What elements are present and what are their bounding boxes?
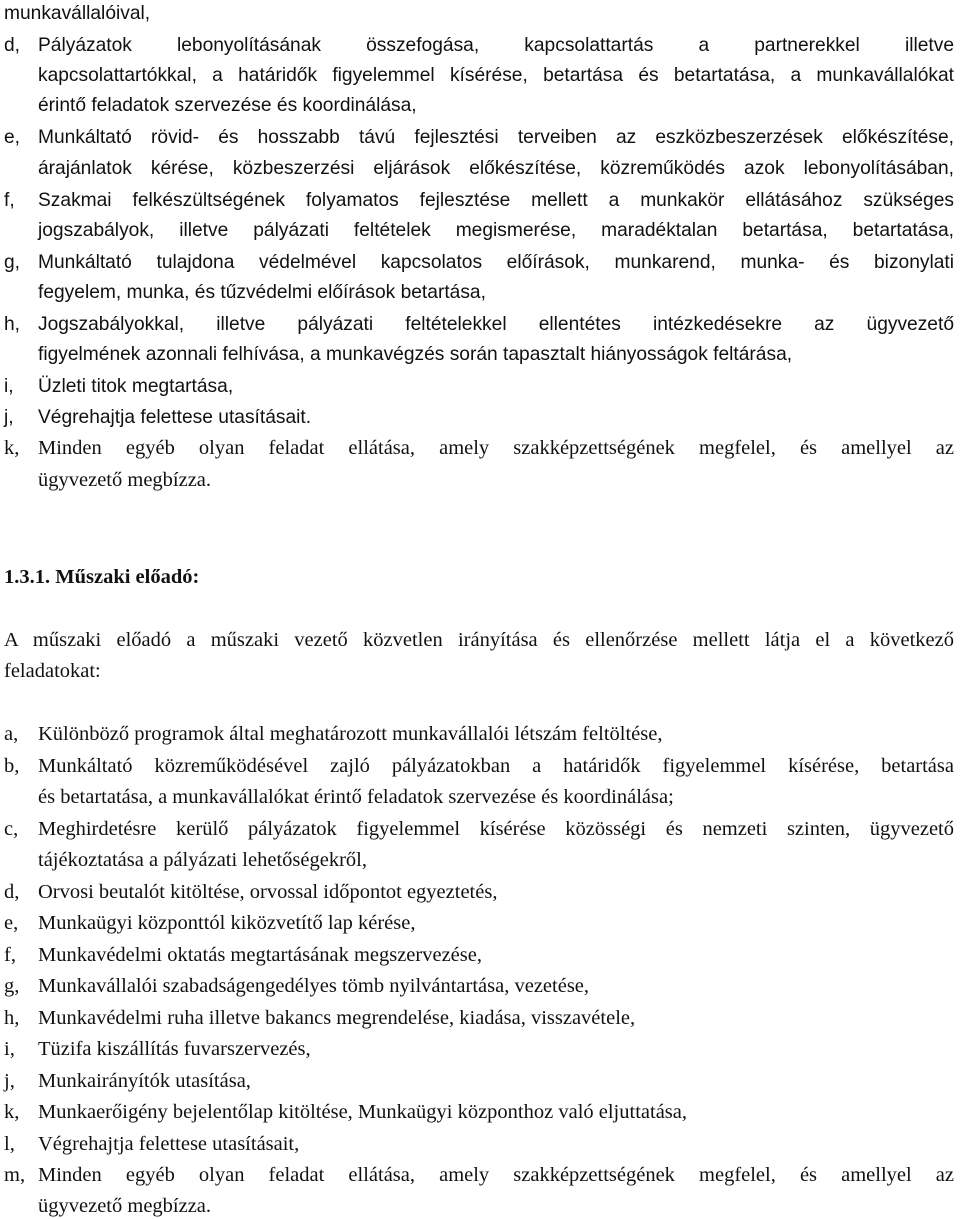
section-heading xyxy=(0,557,960,589)
list-marker: j, xyxy=(4,1070,15,1092)
list-item-text: és betartatása, a munkavállalókat érintő feladatok szervezése és koordinálása; xyxy=(38,786,674,808)
list-item-text: árajánlatok kérése, közbeszerzési eljárások előkészítése, közreműködés azok lebonyolításában, xyxy=(38,158,954,179)
list-item-text: Minden egyéb olyan feladat ellátása, amely szakképzettségének megfelel, és amellyel az xyxy=(38,437,954,459)
list-item-continuation xyxy=(0,777,960,809)
list-item-continuation xyxy=(0,334,960,366)
list-item-text: Orvosi beutalót kitöltése, orvossal időpontot egyeztetés, xyxy=(38,881,498,903)
list-marker: g, xyxy=(4,252,21,273)
list-item xyxy=(0,428,960,460)
list-item xyxy=(0,935,960,967)
list-item xyxy=(0,397,960,429)
list-item xyxy=(0,998,960,1030)
list-item-text: Szakmai felkészültségének folyamatos fejlesztése mellett a munkakör ellátásához szükséges xyxy=(38,190,954,211)
list-item-text: Különböző programok által meghatározott munkavállalói létszám feltöltése, xyxy=(38,723,663,745)
list-marker: b, xyxy=(4,755,20,777)
list-item xyxy=(0,746,960,778)
list-item-text: érintő feladatok szervezése és koordinálása, xyxy=(38,95,417,116)
list-marker: f, xyxy=(4,944,16,966)
list-marker: a, xyxy=(4,723,19,745)
list-marker: c, xyxy=(4,818,19,840)
list-item xyxy=(0,903,960,935)
list-marker: i, xyxy=(4,376,14,397)
list-item xyxy=(0,809,960,841)
list-item-continuation xyxy=(0,85,960,117)
list-item-text: Pályázatok lebonyolításának összefogása, kapcsolattartás a partnerekkel illetve xyxy=(38,35,954,56)
list-item-continuation xyxy=(0,272,960,304)
list-item-text: Munkaerőigény bejelentőlap kitöltése, Munkaügyi központhoz való eljuttatása, xyxy=(38,1101,687,1123)
list-marker: f, xyxy=(4,190,15,211)
list-item-continuation xyxy=(0,148,960,180)
list-marker: e, xyxy=(4,127,21,148)
list-item xyxy=(0,1029,960,1061)
list-item xyxy=(0,1092,960,1124)
list-item-text: figyelmének azonnali felhívása, a munkavégzés során tapasztalt hiányosságok feltárása, xyxy=(38,344,793,365)
list-item xyxy=(0,242,960,274)
list-item xyxy=(0,117,960,149)
heading-number: 1.3.1. xyxy=(4,566,51,588)
intro-text: feladatokat: xyxy=(4,660,101,682)
intro-tail-line xyxy=(0,0,960,25)
list-item-text: Üzleti titok megtartása, xyxy=(38,376,234,397)
list-item-text: Végrehajtja felettese utasításait. xyxy=(38,407,312,428)
list-marker: h, xyxy=(4,314,21,335)
list-marker: k, xyxy=(4,1101,20,1123)
list-item-continuation xyxy=(0,460,960,492)
list-item xyxy=(0,25,960,57)
intro-paragraph-line xyxy=(0,651,960,683)
list-item-continuation xyxy=(0,55,960,87)
list-marker: d, xyxy=(4,35,21,56)
list-marker: m, xyxy=(4,1164,26,1186)
intro-tail: munkavállalóival, xyxy=(4,3,151,24)
list-item-text: Munkairányítók utasítása, xyxy=(38,1070,251,1092)
list-item-text: Munkáltató tulajdona védelmével kapcsolatos előírások, munkarend, munka- és bizonylati xyxy=(38,252,954,273)
list-item-text: Munkáltató közreműködésével zajló pályázatokban a határidők figyelemmel kísérése, betartása xyxy=(38,755,954,777)
list-item-text: Munkavédelmi oktatás megtartásának megszervezése, xyxy=(38,944,482,966)
list-item-text: ügyvezető megbízza. xyxy=(38,469,212,491)
list-item-text: Munkavállalói szabadságengedélyes tömb nyilvántartása, vezetése, xyxy=(38,975,590,997)
list-item-text: Munkáltató rövid- és hosszabb távú fejlesztési terveiben az eszközbeszerzések előkészítése, xyxy=(38,127,954,148)
heading-title: Műszaki előadó: xyxy=(55,566,200,588)
list-item xyxy=(0,1061,960,1093)
list-item xyxy=(0,872,960,904)
list-marker: d, xyxy=(4,881,20,903)
list-item-text: Munkaügyi központtól kiközvetítő lap kérése, xyxy=(38,912,416,934)
list-marker: h, xyxy=(4,1007,20,1029)
intro-paragraph-line xyxy=(0,620,960,652)
list-item-text: Minden egyéb olyan feladat ellátása, amely szakképzettségének megfelel, és amellyel az xyxy=(38,1164,954,1186)
list-item xyxy=(0,966,960,998)
intro-text: A műszaki előadó a műszaki vezető közvetlen irányítása és ellenőrzése mellett látja el a következő xyxy=(4,629,954,651)
list-item-text: jogszabályok, illetve pályázati feltételek megismerése, maradéktalan betartása, betartatása, xyxy=(38,220,954,241)
list-item-continuation xyxy=(0,1186,960,1218)
list-item-text: kapcsolattartókkal, a határidők figyelemmel kísérése, betartása és betartatása, a munkavállalókat xyxy=(38,65,954,86)
list-item-text: Jogszabályokkal, illetve pályázati feltételekkel ellentétes intézkedésekre az ügyvezető xyxy=(38,314,954,335)
list-item-continuation xyxy=(0,840,960,872)
list-item-text: ügyvezető megbízza. xyxy=(38,1195,212,1217)
list-marker: g, xyxy=(4,975,20,997)
list-item xyxy=(0,714,960,746)
list-marker: k, xyxy=(4,437,20,459)
list-item xyxy=(0,180,960,212)
list-marker: i, xyxy=(4,1038,15,1060)
list-item xyxy=(0,366,960,398)
list-item xyxy=(0,304,960,336)
list-marker: e, xyxy=(4,912,19,934)
list-marker: l, xyxy=(4,1133,15,1155)
list-item-continuation xyxy=(0,210,960,242)
list-item-text: Munkavédelmi ruha illetve bakancs megrendelése, kiadása, visszavétele, xyxy=(38,1007,636,1029)
list-item-text: Tüzifa kiszállítás fuvarszervezés, xyxy=(38,1038,311,1060)
list-item-text: fegyelem, munka, és tűzvédelmi előírások betartása, xyxy=(38,282,486,303)
list-item xyxy=(0,1155,960,1187)
list-marker: j, xyxy=(4,407,14,428)
list-item xyxy=(0,1124,960,1156)
list-item-text: tájékoztatása a pályázati lehetőségekről, xyxy=(38,849,367,871)
list-item-text: Meghirdetésre kerülő pályázatok figyelemmel kísérése közösségi és nemzeti szinten, ügyvezető xyxy=(38,818,954,840)
list-item-text: Végrehajtja felettese utasításait, xyxy=(38,1133,300,1155)
